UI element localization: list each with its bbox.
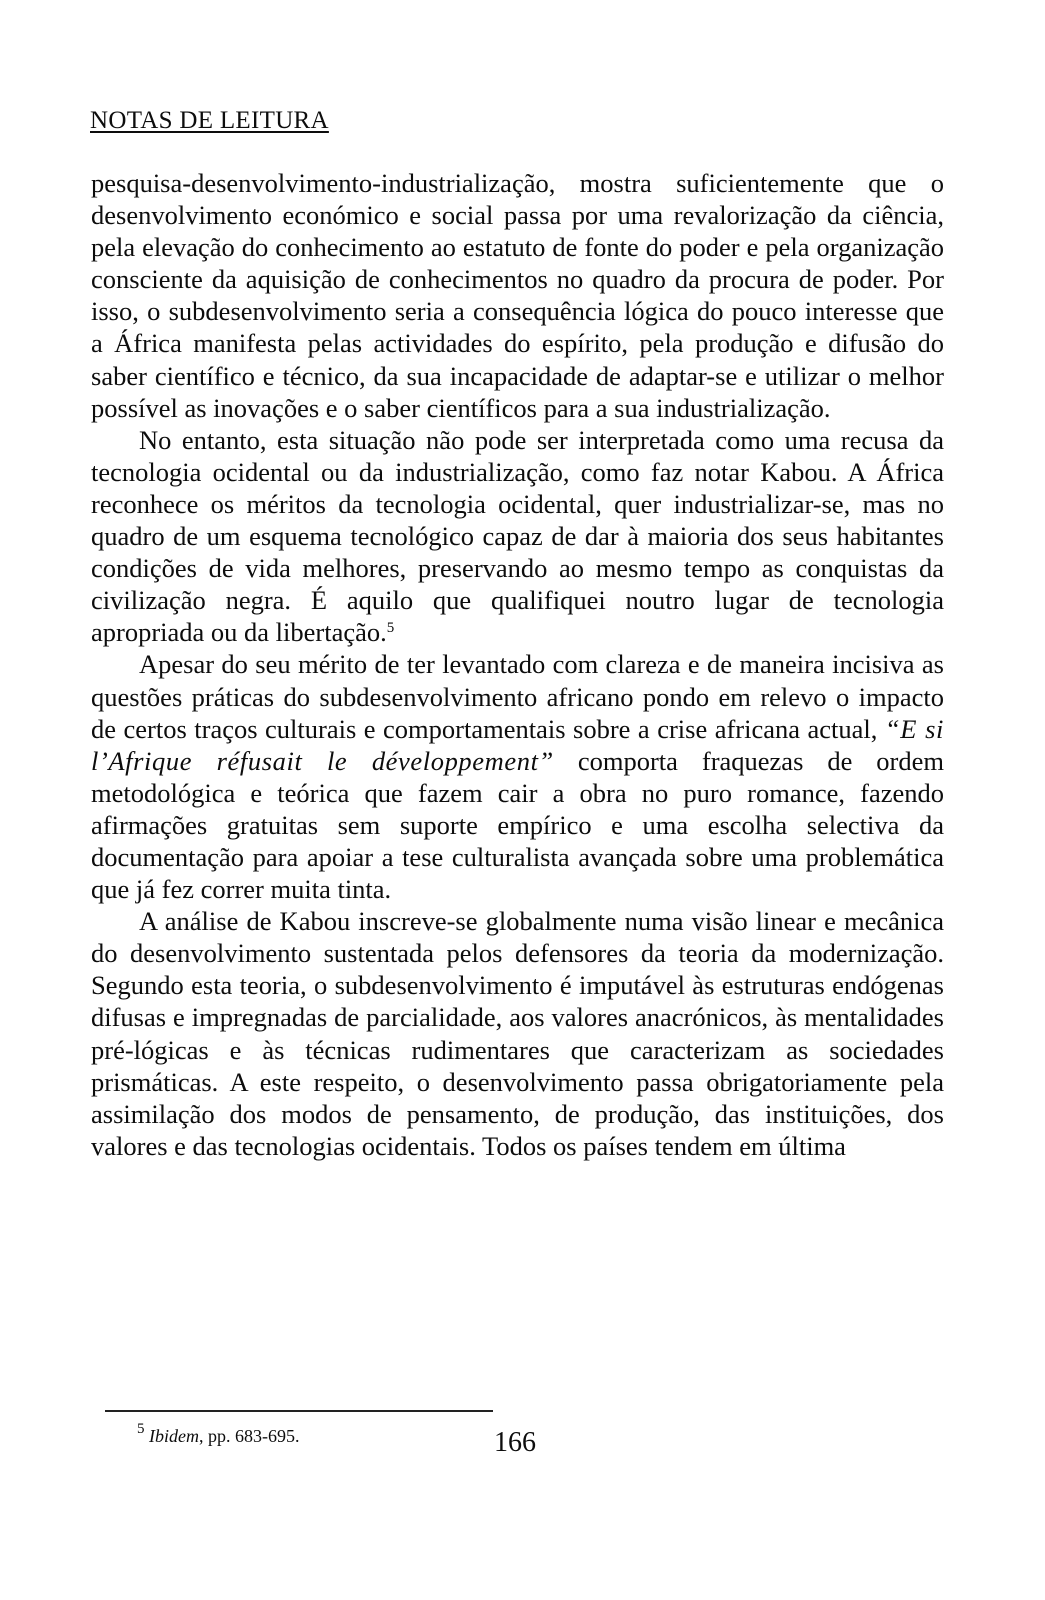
- footnote-pages: , pp. 683-695.: [198, 1426, 300, 1446]
- paragraph-3-text-before: Apesar do seu mérito de ter levantado com clareza e de maneira incisiva as questões práticas do subdesenvolvimento africano pondo em relevo o impacto de certos traços culturais e comportamentais sobre a crise africana actual,: [91, 649, 944, 744]
- body-text: [91, 167, 944, 1162]
- footnote-separator: [105, 1410, 493, 1412]
- footnote-source: Ibidem: [149, 1426, 199, 1446]
- running-head: NOTAS DE LEITURA: [90, 107, 329, 134]
- paragraph-3-text-after: comporta fraquezas de ordem metodológica e teórica que fazem cair a obra no puro romance, fazendo afirmações gratuitas sem suporte empírico e uma escolha selectiva da documentação para apoiar a tese culturalista avançada sobre uma problemática que já fez correr muita tinta.: [91, 745, 944, 905]
- paragraph-2-text: No entanto, esta situação não pode ser interpretada como uma recusa da tecnologia ocidental ou da industrialização, como faz notar Kabou. A África reconhece os méritos da tecnologia ocidental, quer industrializar-se, mas no quadro de um esquema tecnológico capaz de dar à maioria dos seus habitantes condições de vida melhores, preservando ao mesmo tempo as conquistas da civilização negra. É aquilo que qualifiquei noutro lugar de tecnologia apropriada ou da libertação.: [91, 424, 944, 648]
- page-number: 166: [494, 1427, 536, 1458]
- paragraph-4: A análise de Kabou inscreve-se globalmente numa visão linear e mecânica do desenvolvimento sustentada pelos defensores da teoria da modernização. Segundo esta teoria, o subdesenvolvimento é imputável às estruturas endógenas difusas e impregnadas de parcialidade, aos valores anacrónicos, às mentalidades pré-lógicas e às técnicas rudimentares que caracterizam as sociedades prismáticas. A este respeito, o desenvolvimento passa obrigatoriamente pela assimilação dos modos de pensamento, de produção, das instituições, dos valores e das tecnologias ocidentais. Todos os países tendem em última: [91, 906, 944, 1161]
- paragraph-2: [91, 424, 944, 649]
- book-title: “E si l’Afrique réfusait le développement”: [91, 713, 945, 776]
- footnote-reference: 5: [386, 620, 395, 637]
- footnote-number: 5: [137, 1421, 145, 1437]
- paragraph-3: [91, 648, 944, 905]
- footnote: [137, 1423, 299, 1449]
- paragraph-1: pesquisa-desenvolvimento-industrialização, mostra suficientemente que o desenvolvimento económico e social passa por uma revalorização da ciência, pela elevação do conhecimento ao estatuto de fonte do poder e pela organização consciente da aquisição de conhecimentos no quadro da procura de poder. Por isso, o subdesenvolvimento seria a consequência lógica do pouco interesse que a África manifesta pelas actividades do espírito, pela produção e difusão do saber científico e técnico, da sua incapacidade de adaptar-se e utilizar o melhor possível as inovações e o saber científicos para a sua industrialização.: [91, 168, 944, 423]
